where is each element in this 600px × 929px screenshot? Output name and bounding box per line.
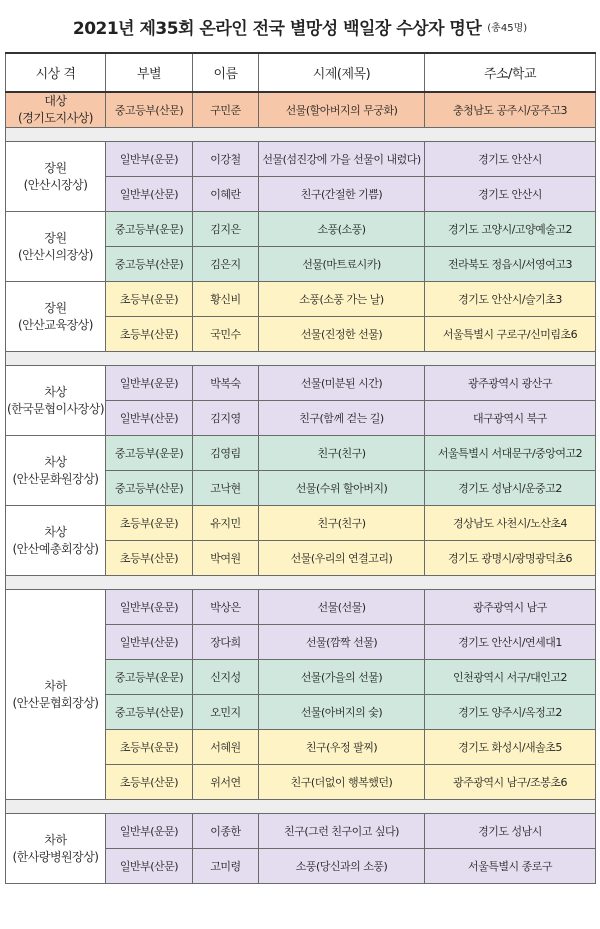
name-cell: 이강철 xyxy=(193,142,259,177)
address-cell: 서울특별시 서대문구/중앙여고2 xyxy=(425,436,596,471)
topic-cell: 친구(우정 팔찌) xyxy=(259,730,425,765)
award-cell-jangwon-2 xyxy=(6,212,106,282)
award-name: 장원 xyxy=(44,160,67,175)
division-cell: 일반부(운문) xyxy=(106,142,193,177)
award-cell-jangwon-1 xyxy=(6,142,106,212)
address-cell: 경기도 안산시/슬기초3 xyxy=(425,282,596,317)
name-cell: 박상은 xyxy=(193,590,259,625)
topic-cell: 선물(마트료시카) xyxy=(259,247,425,282)
table-row xyxy=(6,92,596,128)
name-cell: 위서연 xyxy=(193,765,259,800)
name-cell: 박복숙 xyxy=(193,366,259,401)
award-sponsor: (한국문협이사장상) xyxy=(6,401,105,416)
topic-cell: 선물(진정한 선물) xyxy=(259,317,425,352)
address-cell: 광주광역시 남구/조봉초6 xyxy=(425,765,596,800)
address-cell: 경기도 성남시/운중고2 xyxy=(425,471,596,506)
page-title: 2021년 제35회 온라인 전국 별망성 백일장 수상자 명단 xyxy=(72,18,482,39)
address-cell: 경기도 안산시 xyxy=(425,177,596,212)
header-division: 부별 xyxy=(106,53,193,92)
table-row xyxy=(6,282,596,317)
name-cell: 고미령 xyxy=(193,849,259,884)
division-cell: 초등부(운문) xyxy=(106,282,193,317)
division-cell: 중고등부(산문) xyxy=(106,471,193,506)
address-cell: 전라북도 정읍시/서영여고3 xyxy=(425,247,596,282)
topic-cell: 친구(더없이 행복했던) xyxy=(259,765,425,800)
spacer-row xyxy=(6,800,596,814)
table-row xyxy=(6,506,596,541)
division-cell: 일반부(운문) xyxy=(106,590,193,625)
division-cell: 중고등부(산문) xyxy=(106,92,193,128)
address-cell: 대구광역시 북구 xyxy=(425,401,596,436)
spacer-row xyxy=(6,576,596,590)
topic-cell: 소풍(당신과의 소풍) xyxy=(259,849,425,884)
topic-cell: 선물(깜짝 선물) xyxy=(259,625,425,660)
total-count: (총45명) xyxy=(487,22,528,34)
award-sponsor: (한사랑병원장상) xyxy=(12,849,99,864)
division-cell: 중고등부(산문) xyxy=(106,695,193,730)
topic-cell: 선물(가을의 선물) xyxy=(259,660,425,695)
award-cell-chasang-3 xyxy=(6,506,106,576)
address-cell: 경기도 성남시 xyxy=(425,814,596,849)
division-cell: 중고등부(산문) xyxy=(106,247,193,282)
topic-cell: 친구(친구) xyxy=(259,506,425,541)
name-cell: 박여원 xyxy=(193,541,259,576)
award-sponsor: (안산시장상) xyxy=(23,177,88,192)
award-name: 차상 xyxy=(44,524,67,539)
award-sponsor: (안산예총회장상) xyxy=(12,541,99,556)
award-cell-chaha-2 xyxy=(6,814,106,884)
award-cell-daesang xyxy=(6,92,106,128)
header-name: 이름 xyxy=(193,53,259,92)
division-cell: 일반부(운문) xyxy=(106,366,193,401)
division-cell: 초등부(산문) xyxy=(106,765,193,800)
topic-cell: 선물(아버지의 숯) xyxy=(259,695,425,730)
topic-cell: 친구(친구) xyxy=(259,436,425,471)
name-cell: 서혜원 xyxy=(193,730,259,765)
name-cell: 장다희 xyxy=(193,625,259,660)
topic-cell: 소풍(소풍 가는 날) xyxy=(259,282,425,317)
name-cell: 이종한 xyxy=(193,814,259,849)
name-cell: 고낙현 xyxy=(193,471,259,506)
table-row xyxy=(6,814,596,849)
topic-cell: 선물(선물) xyxy=(259,590,425,625)
title-bar xyxy=(0,0,600,52)
award-cell-chasang-1 xyxy=(6,366,106,436)
name-cell: 김지영 xyxy=(193,401,259,436)
award-name: 차하 xyxy=(44,832,67,847)
topic-cell: 친구(그런 친구이고 싶다) xyxy=(259,814,425,849)
division-cell: 중고등부(운문) xyxy=(106,212,193,247)
name-cell: 김지은 xyxy=(193,212,259,247)
name-cell: 신지성 xyxy=(193,660,259,695)
address-cell: 경기도 광명시/광명광덕초6 xyxy=(425,541,596,576)
address-cell: 충청남도 공주시/공주고3 xyxy=(425,92,596,128)
award-sponsor: (안산교육장상) xyxy=(18,317,93,332)
address-cell: 인천광역시 서구/대인고2 xyxy=(425,660,596,695)
award-sponsor: (안산시의장상) xyxy=(18,247,93,262)
spacer-row xyxy=(6,352,596,366)
address-cell: 경상남도 사천시/노산초4 xyxy=(425,506,596,541)
topic-cell: 선물(섬진강에 가을 선물이 내렸다) xyxy=(259,142,425,177)
header-row xyxy=(6,53,596,92)
division-cell: 초등부(운문) xyxy=(106,506,193,541)
address-cell: 경기도 안산시/연세대1 xyxy=(425,625,596,660)
name-cell: 김영림 xyxy=(193,436,259,471)
division-cell: 일반부(운문) xyxy=(106,814,193,849)
name-cell: 국민수 xyxy=(193,317,259,352)
name-cell: 유지민 xyxy=(193,506,259,541)
award-name: 장원 xyxy=(44,230,67,245)
division-cell: 초등부(운문) xyxy=(106,730,193,765)
name-cell: 오민지 xyxy=(193,695,259,730)
name-cell: 김은지 xyxy=(193,247,259,282)
award-sponsor: (안산문협회장상) xyxy=(12,695,99,710)
award-name: 차하 xyxy=(44,678,67,693)
table-row xyxy=(6,436,596,471)
topic-cell: 소풍(소풍) xyxy=(259,212,425,247)
division-cell: 중고등부(운문) xyxy=(106,436,193,471)
name-cell: 구민준 xyxy=(193,92,259,128)
division-cell: 일반부(산문) xyxy=(106,401,193,436)
address-cell: 경기도 화성시/새솔초5 xyxy=(425,730,596,765)
award-cell-chasang-2 xyxy=(6,436,106,506)
award-cell-jangwon-3 xyxy=(6,282,106,352)
topic-cell: 선물(미분된 시간) xyxy=(259,366,425,401)
address-cell: 광주광역시 남구 xyxy=(425,590,596,625)
address-cell: 서울특별시 종로구 xyxy=(425,849,596,884)
table-row xyxy=(6,366,596,401)
division-cell: 일반부(산문) xyxy=(106,177,193,212)
division-cell: 초등부(산문) xyxy=(106,541,193,576)
address-cell: 경기도 안산시 xyxy=(425,142,596,177)
topic-cell: 친구(간절한 기쁨) xyxy=(259,177,425,212)
topic-cell: 선물(우리의 연결고리) xyxy=(259,541,425,576)
address-cell: 경기도 양주시/옥정고2 xyxy=(425,695,596,730)
division-cell: 일반부(산문) xyxy=(106,849,193,884)
award-name: 차상 xyxy=(44,384,67,399)
address-cell: 경기도 고양시/고양예술고2 xyxy=(425,212,596,247)
award-name: 차상 xyxy=(44,454,67,469)
header-topic: 시제(제목) xyxy=(259,53,425,92)
table-row xyxy=(6,212,596,247)
division-cell: 일반부(산문) xyxy=(106,625,193,660)
topic-cell: 선물(수위 할아버지) xyxy=(259,471,425,506)
table-row xyxy=(6,590,596,625)
division-cell: 중고등부(운문) xyxy=(106,660,193,695)
division-cell: 초등부(산문) xyxy=(106,317,193,352)
topic-cell: 친구(함께 걷는 길) xyxy=(259,401,425,436)
address-cell: 광주광역시 광산구 xyxy=(425,366,596,401)
table-row xyxy=(6,142,596,177)
award-name: 장원 xyxy=(44,300,67,315)
name-cell: 이혜란 xyxy=(193,177,259,212)
name-cell: 황신비 xyxy=(193,282,259,317)
award-name: 대상 xyxy=(44,94,67,108)
topic-cell: 선물(할아버지의 무궁화) xyxy=(259,92,425,128)
header-address: 주소/학교 xyxy=(425,53,596,92)
address-cell: 서울특별시 구로구/신미림초6 xyxy=(425,317,596,352)
award-sponsor: (안산문화원장상) xyxy=(12,471,99,486)
winners-table xyxy=(5,52,596,884)
spacer-row xyxy=(6,128,596,142)
award-sponsor: (경기도지사상) xyxy=(18,111,93,125)
award-cell-chaha-1 xyxy=(6,590,106,800)
header-award: 시상 격 xyxy=(6,53,106,92)
